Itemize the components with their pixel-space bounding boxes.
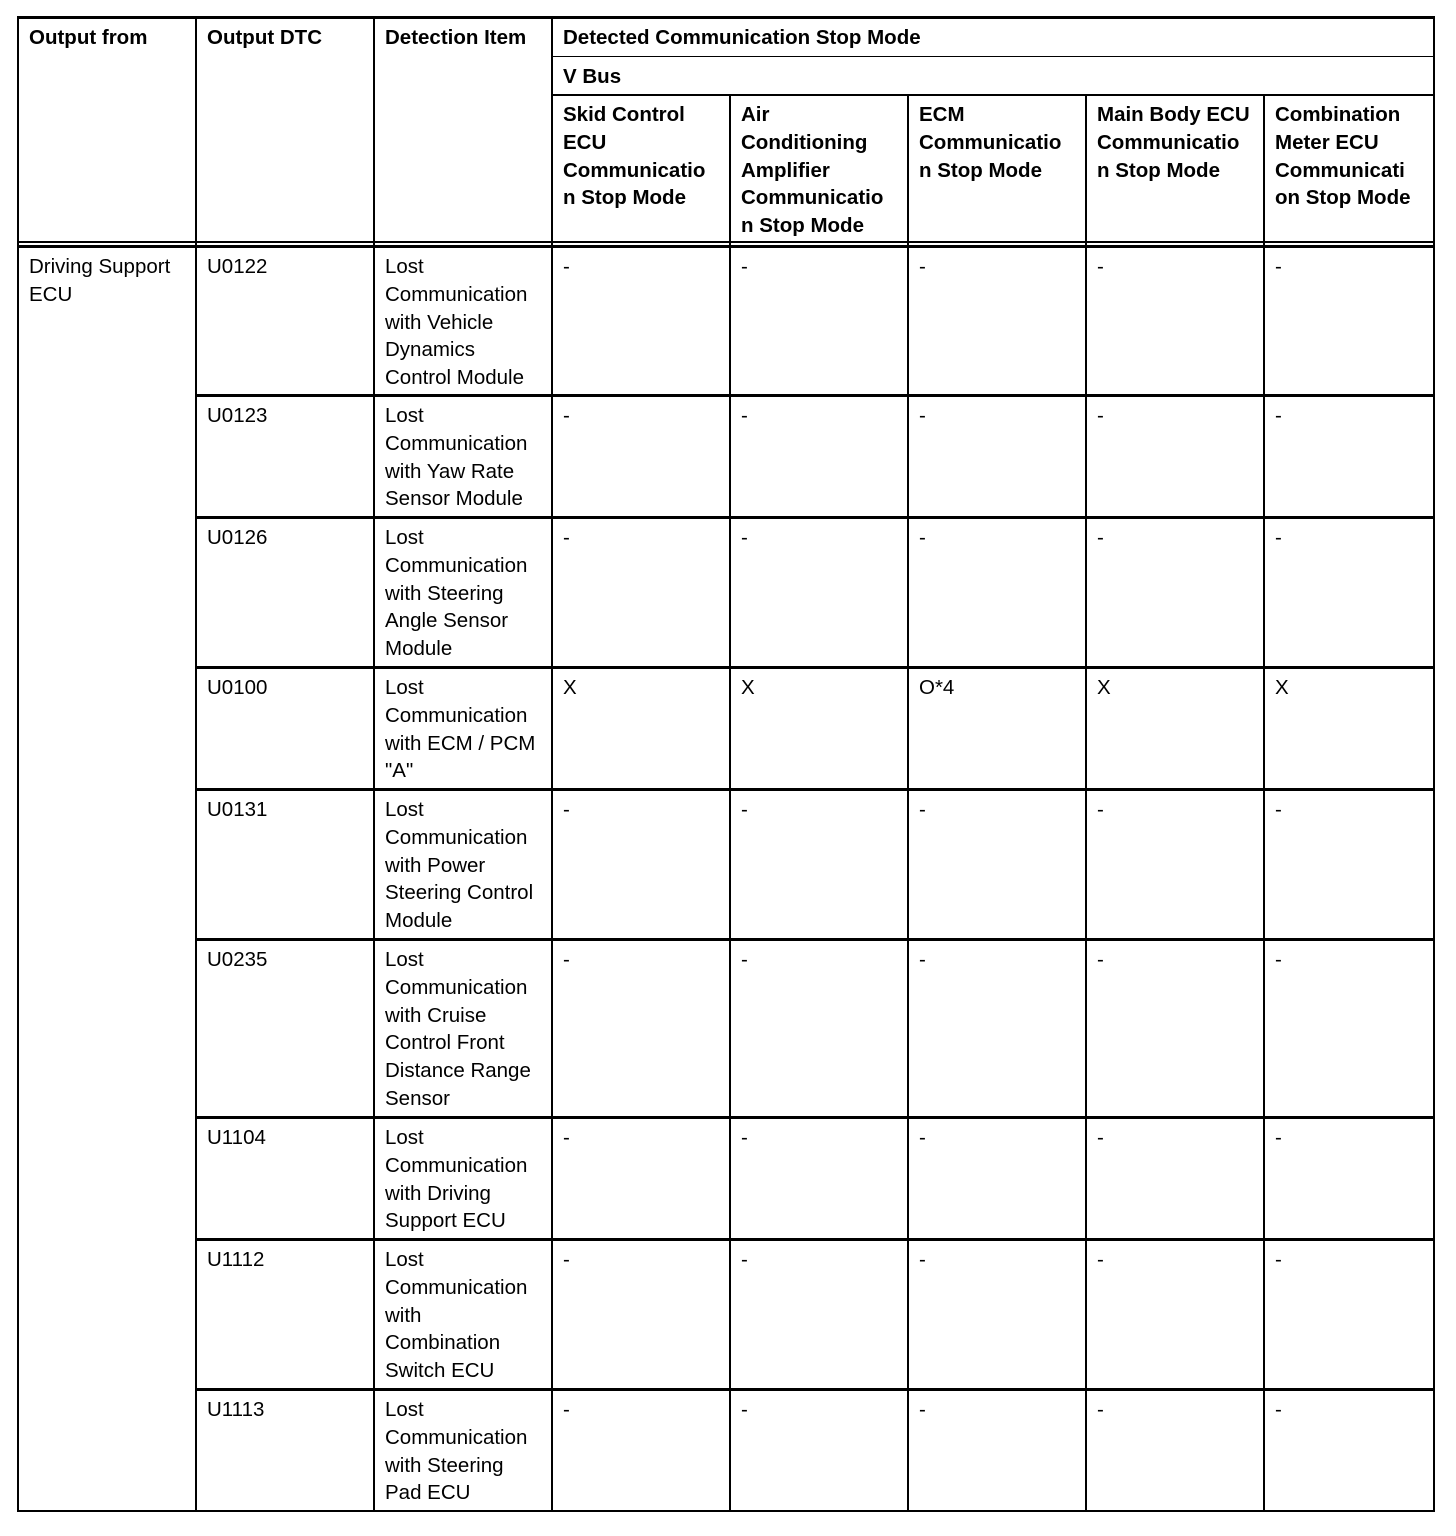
header-mode-ecm: ECM Communicatio n Stop Mode xyxy=(919,103,1062,182)
mode-combination-meter-cell: - xyxy=(1275,255,1282,278)
dtc-code-cell: U0235 xyxy=(207,948,268,971)
grid-line xyxy=(1263,94,1265,1512)
dtc-code-cell: U0123 xyxy=(207,404,268,427)
output-from-cell: Driving Support ECU xyxy=(29,255,171,306)
mode-ecm-cell: - xyxy=(919,1126,926,1149)
detection-item-cell: Lost Communication with Steering Angle Sensor Module xyxy=(385,526,528,661)
mode-skid-control-cell: X xyxy=(563,676,577,699)
mode-main-body-cell: - xyxy=(1097,526,1104,549)
detection-item-cell: Lost Communication with Combination Switch ECU xyxy=(385,1248,528,1383)
row-divider xyxy=(196,1116,1434,1119)
mode-ecm-cell: - xyxy=(919,404,926,427)
mode-combination-meter-cell: - xyxy=(1275,948,1282,971)
detection-item-cell: Lost Communication with Yaw Rate Sensor Module xyxy=(385,404,528,511)
dtc-code-cell: U1113 xyxy=(207,1398,265,1421)
mode-main-body-cell: - xyxy=(1097,1398,1104,1421)
mode-combination-meter-cell: - xyxy=(1275,404,1282,427)
dtc-code-cell: U1104 xyxy=(207,1126,266,1149)
header-mode-combination-meter: Combination Meter ECU Communicati on Stop Mode xyxy=(1275,103,1411,210)
mode-skid-control-cell: - xyxy=(563,798,570,821)
header-detection-item: Detection Item xyxy=(385,26,527,49)
mode-skid-control-cell: - xyxy=(563,948,570,971)
mode-ecm-cell: - xyxy=(919,526,926,549)
row-divider xyxy=(196,1238,1434,1241)
header-detected-stop-mode: Detected Communication Stop Mode xyxy=(563,26,921,49)
header-divider xyxy=(17,245,1435,248)
mode-air-conditioning-cell: - xyxy=(741,1398,748,1421)
header-mode-main-body: Main Body ECU Communicatio n Stop Mode xyxy=(1097,103,1250,182)
mode-combination-meter-cell: X xyxy=(1275,676,1289,699)
mode-main-body-cell: - xyxy=(1097,948,1104,971)
table-border-bottom xyxy=(17,1510,1435,1512)
detection-item-cell: Lost Communication with Steering Pad ECU xyxy=(385,1398,528,1505)
mode-combination-meter-cell: - xyxy=(1275,1126,1282,1149)
mode-main-body-cell: - xyxy=(1097,798,1104,821)
detection-item-cell: Lost Communication with Driving Support ECU xyxy=(385,1126,528,1233)
mode-air-conditioning-cell: - xyxy=(741,526,748,549)
mode-ecm-cell: - xyxy=(919,798,926,821)
row-divider xyxy=(196,1388,1434,1391)
mode-air-conditioning-cell: - xyxy=(741,1248,748,1271)
grid-line xyxy=(373,16,375,1512)
row-divider xyxy=(196,516,1434,519)
grid-line xyxy=(195,16,197,1512)
header-v-bus: V Bus xyxy=(563,65,622,88)
mode-combination-meter-cell: - xyxy=(1275,1248,1282,1271)
row-divider xyxy=(196,788,1434,791)
grid-line xyxy=(1085,94,1087,1512)
mode-air-conditioning-cell: X xyxy=(741,676,755,699)
mode-ecm-cell: O*4 xyxy=(919,676,955,699)
table-border-top xyxy=(17,16,1435,19)
mode-main-body-cell: - xyxy=(1097,255,1104,278)
mode-air-conditioning-cell: - xyxy=(741,798,748,821)
header-mode-air-conditioning: Air Conditioning Amplifier Communicatio n Stop Mode xyxy=(741,103,884,238)
mode-main-body-cell: - xyxy=(1097,404,1104,427)
mode-skid-control-cell: - xyxy=(563,1248,570,1271)
mode-ecm-cell: - xyxy=(919,948,926,971)
mode-ecm-cell: - xyxy=(919,255,926,278)
mode-skid-control-cell: - xyxy=(563,404,570,427)
row-divider xyxy=(196,666,1434,669)
dtc-code-cell: U0131 xyxy=(207,798,268,821)
dtc-code-cell: U0126 xyxy=(207,526,268,549)
grid-line xyxy=(552,94,1434,96)
mode-combination-meter-cell: - xyxy=(1275,798,1282,821)
mode-air-conditioning-cell: - xyxy=(741,404,748,427)
mode-ecm-cell: - xyxy=(919,1398,926,1421)
header-mode-skid-control: Skid Control ECU Communicatio n Stop Mode xyxy=(563,103,706,210)
mode-skid-control-cell: - xyxy=(563,1398,570,1421)
row-divider xyxy=(196,938,1434,941)
dtc-code-cell: U1112 xyxy=(207,1248,265,1271)
detection-item-cell: Lost Communication with Vehicle Dynamics Control Module xyxy=(385,255,528,390)
mode-main-body-cell: - xyxy=(1097,1126,1104,1149)
header-output-dtc: Output DTC xyxy=(207,26,322,49)
grid-line xyxy=(729,94,731,1512)
mode-air-conditioning-cell: - xyxy=(741,1126,748,1149)
grid-line xyxy=(552,56,1434,57)
mode-main-body-cell: X xyxy=(1097,676,1111,699)
mode-air-conditioning-cell: - xyxy=(741,948,748,971)
mode-combination-meter-cell: - xyxy=(1275,526,1282,549)
mode-skid-control-cell: - xyxy=(563,526,570,549)
mode-combination-meter-cell: - xyxy=(1275,1398,1282,1421)
dtc-code-cell: U0122 xyxy=(207,255,268,278)
header-divider xyxy=(17,241,1435,243)
mode-skid-control-cell: - xyxy=(563,255,570,278)
detection-item-cell: Lost Communication with Cruise Control Front Distance Range Sensor xyxy=(385,948,531,1110)
mode-air-conditioning-cell: - xyxy=(741,255,748,278)
dtc-code-cell: U0100 xyxy=(207,676,268,699)
mode-skid-control-cell: - xyxy=(563,1126,570,1149)
header-output-from: Output from xyxy=(29,26,148,49)
detection-item-cell: Lost Communication with Power Steering Control Module xyxy=(385,798,534,933)
mode-main-body-cell: - xyxy=(1097,1248,1104,1271)
mode-ecm-cell: - xyxy=(919,1248,926,1271)
row-divider xyxy=(196,394,1434,397)
grid-line xyxy=(907,94,909,1512)
detection-item-cell: Lost Communication with ECM / PCM "A" xyxy=(385,676,536,783)
grid-line xyxy=(551,16,553,1512)
